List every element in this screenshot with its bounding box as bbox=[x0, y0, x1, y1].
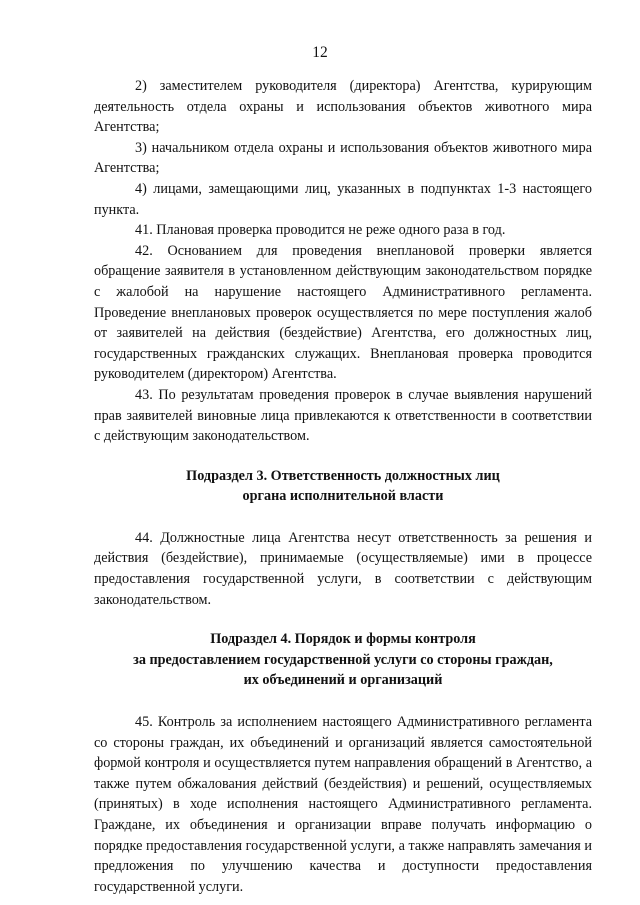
paragraph: 4) лицами, замещающими лиц, указанных в подпунктах 1-3 настоящего пункта. bbox=[94, 180, 592, 218]
subsection-4-heading: Подраздел 4. Порядок и формы контроля за предоставлением государственной услуги со стороны граждан, их объединений и организаций bbox=[133, 631, 553, 689]
paragraph-42: 42. Основанием для проведения внеплановой проверки является обращение заявителя в установленном действующим законодательством порядке с жалобой на нарушение настоящего Административного регламента. Проведение внеплановых проверок осуществляется по мере поступления жалоб от заявителей на действия (бездействие) Агентства, его должностных лиц, государственных гражданских служащих. Внеплановая проверка проводится руководителем (директором) Агентства. bbox=[94, 242, 592, 383]
document-body bbox=[94, 76, 592, 897]
paragraph-43: 43. По результатам проведения проверок в случае выявления нарушений прав заявителей виновные лица привлекаются к ответственности в соответствии с действующим законодательством. bbox=[94, 386, 592, 445]
page-number: 12 bbox=[312, 44, 328, 61]
paragraph: 3) начальником отдела охраны и использования объектов животного мира Агентства; bbox=[94, 139, 592, 177]
paragraph-44: 44. Должностные лица Агентства несут ответственность за решения и действия (бездействие), принимаемые (осуществляемые) ими в процессе предоставления государственной услуги, в соответствии с действующим законодательством. bbox=[94, 529, 592, 608]
paragraph: 2) заместителем руководителя (директора) Агентства, курирующим деятельность отдела охраны и использования объектов животного мира Агентства; bbox=[94, 78, 592, 136]
subsection-3-heading: Подраздел 3. Ответственность должностных лиц органа исполнительной власти bbox=[186, 467, 500, 505]
paragraph-41: 41. Плановая проверка проводится не реже одного раза в год. bbox=[135, 222, 506, 239]
paragraph-45: 45. Контроль за исполнением настоящего Административного регламента со стороны граждан, их объединений и организаций является самостоятельной формой контроля и осуществляется путем направления обращений в Агентство, а также путем обжалования действий (бездействия) и решений, осуществляемых (принятых) в ходе исполнения настоящего Административного регламента. Граждане, их объединения и организации вправе получать информацию о порядке предоставления государственной услуги, а также направлять замечания и предложения по улучшению качества и доступности предоставления государственной услуги. bbox=[94, 714, 592, 895]
